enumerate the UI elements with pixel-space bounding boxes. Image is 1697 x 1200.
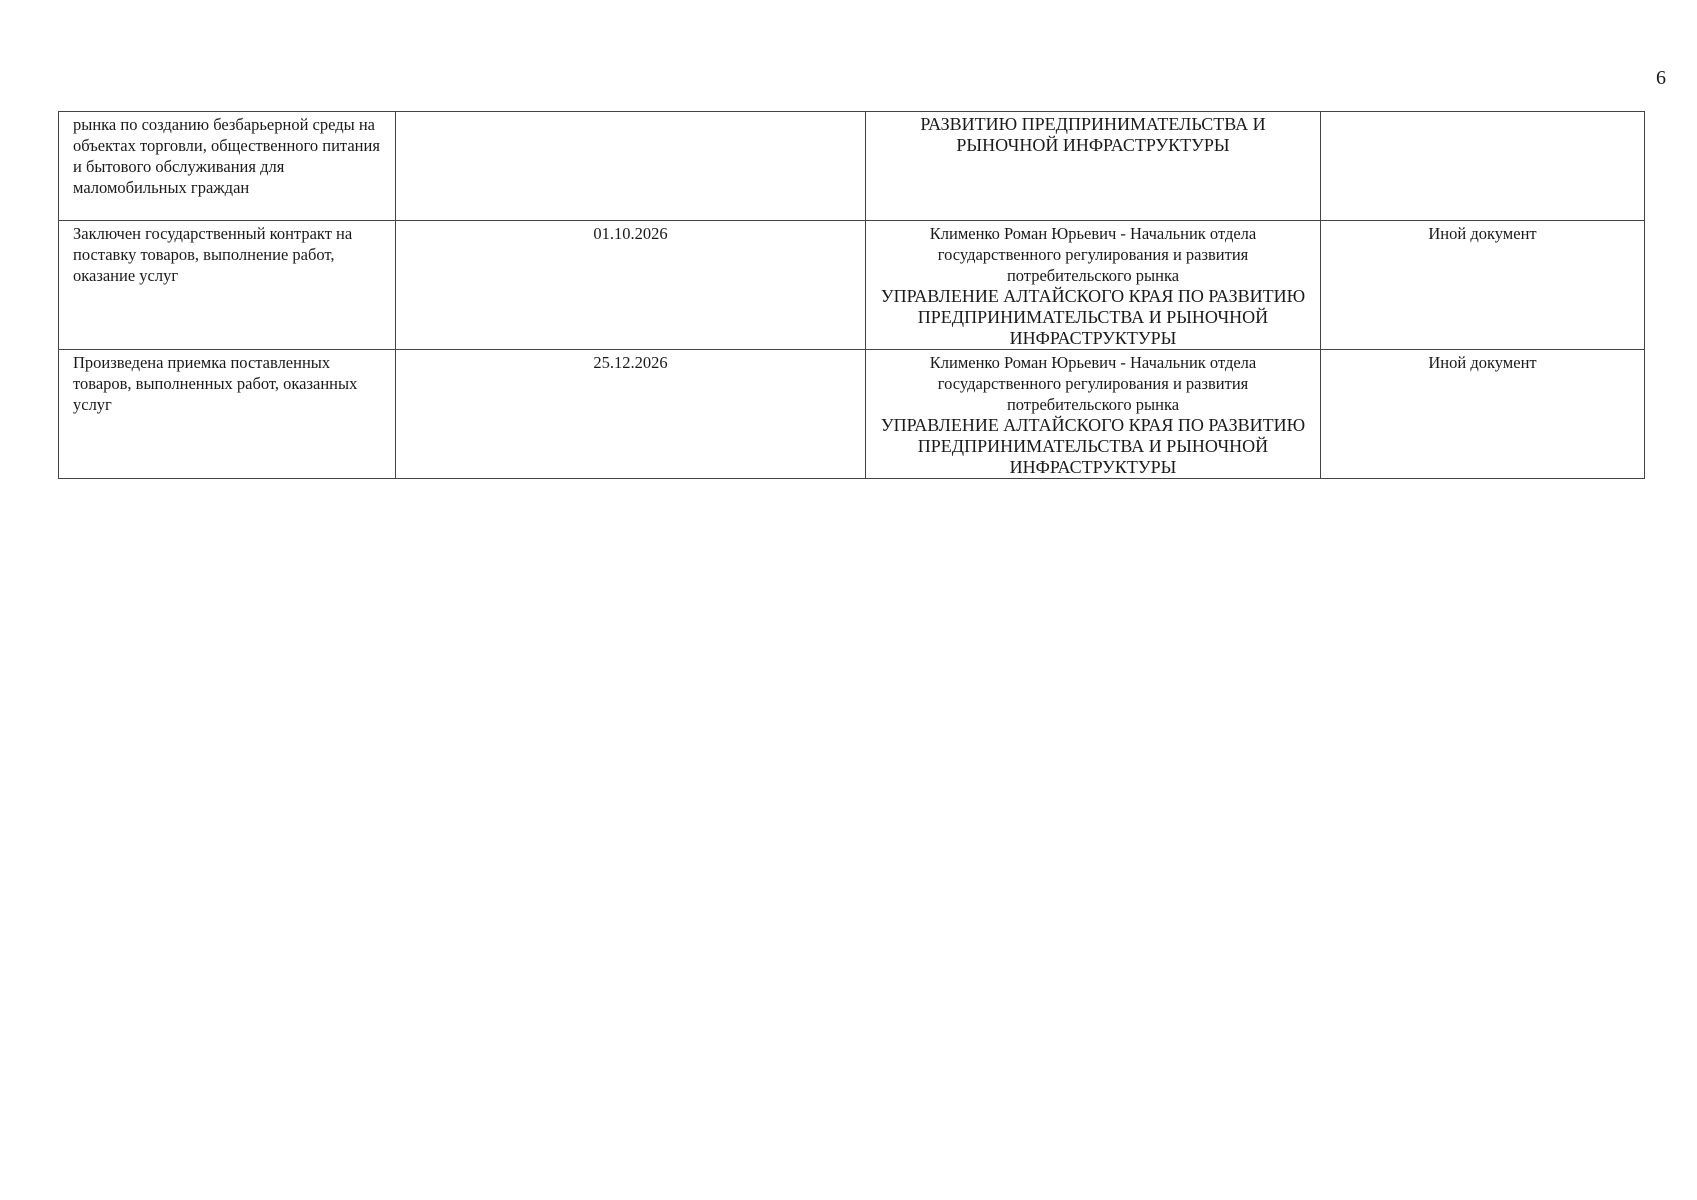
date-text: 25.12.2026 bbox=[593, 353, 668, 372]
document-cell bbox=[1321, 350, 1645, 479]
document-text: Иной документ bbox=[1428, 353, 1537, 372]
table-row bbox=[59, 112, 1645, 221]
table-row bbox=[59, 350, 1645, 479]
page-number: 6 bbox=[1656, 67, 1666, 89]
document-text: Иной документ bbox=[1428, 224, 1537, 243]
responsible-org-text: РАЗВИТИЮ ПРЕДПРИНИМАТЕЛЬСТВА И РЫНОЧНОЙ ИНФРАСТРУКТУРЫ bbox=[920, 114, 1266, 155]
responsible-cell bbox=[866, 221, 1321, 350]
date-cell bbox=[396, 350, 866, 479]
date-cell bbox=[396, 221, 866, 350]
event-text: Произведена приемка поставленных товаров, выполненных работ, оказанных услуг bbox=[73, 353, 358, 414]
event-cell bbox=[59, 350, 396, 479]
responsible-cell bbox=[866, 350, 1321, 479]
event-text: рынка по созданию безбарьерной среды на объектах торговли, общественного питания и бытового обслуживания для маломобильных граждан bbox=[73, 115, 380, 197]
responsible-cell bbox=[866, 112, 1321, 221]
plan-table bbox=[58, 111, 1645, 479]
responsible-org-text: УПРАВЛЕНИЕ АЛТАЙСКОГО КРАЯ ПО РАЗВИТИЮ ПРЕДПРИНИМАТЕЛЬСТВА И РЫНОЧНОЙ ИНФРАСТРУКТУРЫ bbox=[880, 415, 1306, 477]
date-cell bbox=[396, 112, 866, 221]
responsible-person-text: Клименко Роман Юрьевич - Начальник отдела государственного регулирования и развития потребительского рынка bbox=[929, 224, 1257, 285]
document-cell bbox=[1321, 112, 1645, 221]
event-cell bbox=[59, 221, 396, 350]
table-row bbox=[59, 221, 1645, 350]
document-cell bbox=[1321, 221, 1645, 350]
responsible-org-text: УПРАВЛЕНИЕ АЛТАЙСКОГО КРАЯ ПО РАЗВИТИЮ ПРЕДПРИНИМАТЕЛЬСТВА И РЫНОЧНОЙ ИНФРАСТРУКТУРЫ bbox=[880, 286, 1306, 348]
event-cell bbox=[59, 112, 396, 221]
event-text: Заключен государственный контракт на поставку товаров, выполнение работ, оказание услуг bbox=[73, 224, 353, 285]
responsible-person-text: Клименко Роман Юрьевич - Начальник отдела государственного регулирования и развития потребительского рынка bbox=[929, 353, 1257, 414]
date-text: 01.10.2026 bbox=[593, 224, 668, 243]
